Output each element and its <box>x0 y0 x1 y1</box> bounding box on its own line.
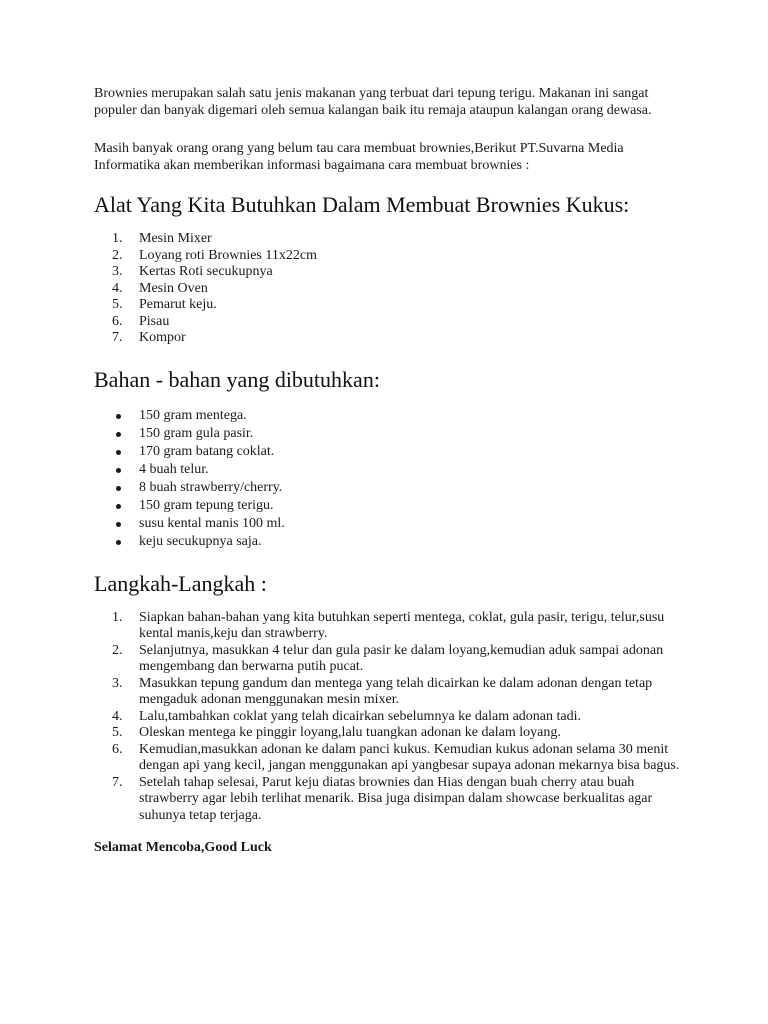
list-item <box>94 314 684 331</box>
list-number: 2. <box>112 247 123 263</box>
list-item <box>94 676 684 709</box>
list-number: 1. <box>112 609 123 625</box>
bullet-icon <box>116 468 121 473</box>
ingredients-list <box>94 407 684 551</box>
bullet-icon <box>116 486 121 491</box>
list-item-text: Setelah tahap selesai, Parut keju diatas brownies dan Hias dengan buah cherry atau buah strawberry agar lebih terlihat menarik. Bisa juga disimpan dalam showcase berkualitas agar suhunya tetap terjaga. <box>139 774 653 823</box>
list-item <box>94 742 684 775</box>
list-item <box>94 425 684 443</box>
list-item <box>94 725 684 742</box>
list-item-text: Mesin Oven <box>139 280 208 296</box>
list-number: 5. <box>112 297 123 312</box>
list-item-text: Loyang roti Brownies 11x22cm <box>139 247 317 263</box>
list-item <box>94 443 684 461</box>
list-number: 4. <box>112 280 123 296</box>
list-item-text: 170 gram batang coklat. <box>139 443 275 459</box>
list-item <box>94 515 684 533</box>
tools-heading: Alat Yang Kita Butuhkan Dalam Membuat Brownies Kukus: <box>94 192 630 217</box>
list-item <box>94 533 684 551</box>
steps-heading: Langkah-Langkah : <box>94 570 267 596</box>
list-number: 2. <box>112 642 123 658</box>
list-item-text: 150 gram gula pasir. <box>139 425 254 441</box>
list-item <box>94 775 684 825</box>
list-item <box>94 497 684 515</box>
list-number: 4. <box>112 708 123 724</box>
bullet-icon <box>116 540 121 545</box>
list-number: 1. <box>112 231 123 246</box>
list-item <box>94 709 684 726</box>
bullet-icon <box>116 414 121 419</box>
list-item <box>94 264 684 281</box>
list-item <box>94 407 684 425</box>
list-item <box>94 297 684 314</box>
list-item <box>94 461 684 479</box>
steps-list <box>94 610 684 825</box>
tools-list <box>94 231 684 347</box>
bullet-icon <box>116 504 121 509</box>
list-item-text: Kompor <box>139 330 186 345</box>
ingredients-heading: Bahan - bahan yang dibutuhkan: <box>94 366 380 392</box>
list-item-text: Kertas Roti secukupnya <box>139 264 273 279</box>
bullet-icon <box>116 522 121 527</box>
list-item <box>94 248 684 265</box>
list-item-text: 8 buah strawberry/cherry. <box>139 479 283 495</box>
list-number: 3. <box>112 675 123 691</box>
list-number: 7. <box>112 330 123 345</box>
list-item-text: Kemudian,masukkan adonan ke dalam panci kukus. Kemudian kukus adonan selama 30 menit dengan api yang kecil, jangan menggunakan api yangbesar supaya adonan mekarnya bisa bagus. <box>139 741 680 773</box>
list-item-text: Lalu,tambahkan coklat yang telah dicairkan sebelumnya ke dalam adonan tadi. <box>139 708 581 724</box>
list-item <box>94 479 684 497</box>
list-number: 6. <box>112 313 123 329</box>
list-number: 3. <box>112 264 123 279</box>
list-item-text: susu kental manis 100 ml. <box>139 515 285 531</box>
list-item-text: 150 gram mentega. <box>139 407 247 423</box>
list-item <box>94 281 684 298</box>
list-item-text: keju secukupnya saja. <box>139 533 262 549</box>
bullet-icon <box>116 432 121 437</box>
intro-paragraph-2: Masih banyak orang orang yang belum tau cara membuat brownies,Berikut PT.Suvarna Media Informatika akan memberikan informasi bagaimana cara membuat brownies : <box>94 141 624 173</box>
list-number: 7. <box>112 774 123 790</box>
list-item <box>94 610 684 643</box>
list-item-text: Selanjutnya, masukkan 4 telur dan gula pasir ke dalam loyang,kemudian aduk sampai adonan mengembang dan berwarna putih pucat. <box>139 642 664 674</box>
list-item-text: 150 gram tepung terigu. <box>139 497 274 513</box>
bullet-icon <box>116 450 121 455</box>
list-item-text: Pemarut keju. <box>139 297 217 312</box>
list-item <box>94 330 684 347</box>
list-item-text: Oleskan mentega ke pinggir loyang,lalu tuangkan adonan ke dalam loyang. <box>139 725 561 740</box>
list-item-text: Masukkan tepung gandum dan mentega yang telah dicairkan ke dalam adonan dengan tetap mengaduk adonan menggunakan mesin mixer. <box>139 675 653 707</box>
list-number: 5. <box>112 725 123 740</box>
list-number: 6. <box>112 741 123 757</box>
list-item-text: Siapkan bahan-bahan yang kita butuhkan seperti mentega, coklat, gula pasir, terigu, telur,susu kental manis,keju dan strawberry. <box>139 609 665 641</box>
document-page <box>94 86 684 871</box>
list-item-text: Pisau <box>139 313 170 329</box>
intro-paragraph-1: Brownies merupakan salah satu jenis makanan yang terbuat dari tepung terigu. Makanan ini sangat populer dan banyak digemari oleh semua kalangan baik itu remaja ataupun kalangan orang dewasa. <box>94 86 652 118</box>
list-item <box>94 643 684 676</box>
list-item-text: Mesin Mixer <box>139 231 212 246</box>
list-item-text: 4 buah telur. <box>139 461 209 477</box>
list-item <box>94 231 684 248</box>
closing-note: Selamat Mencoba,Good Luck <box>94 840 272 855</box>
